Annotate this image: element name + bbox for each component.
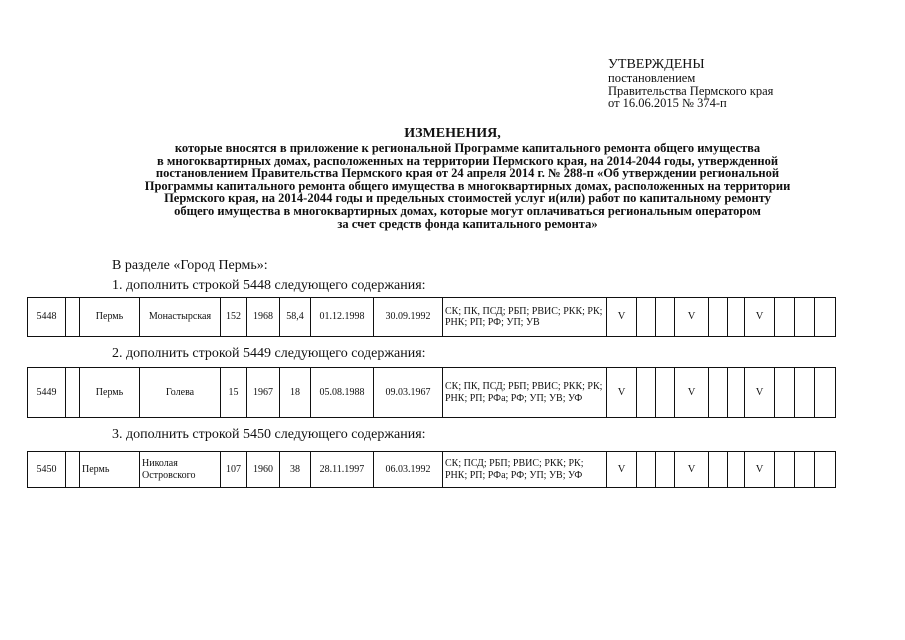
document-title: ИЗМЕНЕНИЯ, [404, 126, 501, 141]
subtitle-line: за счет средств фонда капитального ремонта» [337, 216, 598, 231]
cell-date-1: 01.12.1998 [311, 298, 374, 337]
cell-mark [795, 368, 815, 418]
cell-works-list: СК; ПК, ПСД; РБП; РВИС; РКК; РК; РНК; РП; РФа; РФ; УП; УВ; УФ [443, 368, 607, 418]
approval-date-line: от 16.06.2015 № 374-п [608, 96, 727, 110]
cell-wear: 18 [280, 368, 311, 418]
program-row-table [27, 367, 836, 418]
approval-block [608, 58, 773, 110]
cell-house-number: 107 [221, 452, 247, 488]
cell-city: Пермь [80, 452, 140, 488]
cell-mark [775, 368, 795, 418]
cell-street: Николая Островского [140, 452, 221, 488]
cell-year: 1960 [247, 452, 280, 488]
cell-mark: V [675, 368, 709, 418]
cell-mark: V [675, 298, 709, 337]
cell-date-1: 05.08.1988 [311, 368, 374, 418]
cell-wear: 38 [280, 452, 311, 488]
item-heading: 3. дополнить строкой 5450 следующего содержания: [112, 427, 426, 442]
cell-mark [795, 452, 815, 488]
cell-mark [709, 298, 728, 337]
cell-mark: V [607, 298, 637, 337]
cell-empty [66, 452, 80, 488]
cell-row-number: 5450 [28, 452, 66, 488]
cell-mark [656, 298, 675, 337]
cell-empty [66, 368, 80, 418]
cell-mark: V [745, 452, 775, 488]
program-row-table [27, 297, 836, 337]
document-subtitle [60, 142, 875, 230]
subtitle-line: которые вносятся в приложение к региональной Программе капитального ремонта общего имущества [174, 141, 761, 155]
approval-line: Правительства Пермского края [608, 83, 774, 98]
cell-city: Пермь [80, 298, 140, 337]
subtitle-line: в многоквартирных домах, расположенных на территории Пермского края, на 2014-2044 годы, утвержденной [156, 153, 779, 168]
cell-mark [709, 368, 728, 418]
cell-wear: 58,4 [280, 298, 311, 337]
cell-house-number: 15 [221, 368, 247, 418]
cell-mark: V [607, 452, 637, 488]
section-heading: В разделе «Город Пермь»: [112, 258, 268, 273]
cell-mark [815, 298, 836, 337]
approval-heading: УТВЕРЖДЕНЫ [608, 57, 705, 72]
cell-mark [728, 298, 745, 337]
cell-date-1: 28.11.1997 [311, 452, 374, 488]
cell-works-list: СК; ПК, ПСД; РБП; РВИС; РКК; РК; РНК; РП; РФ; УП; УВ [443, 298, 607, 337]
cell-mark [728, 368, 745, 418]
cell-mark [815, 452, 836, 488]
item-heading: 2. дополнить строкой 5449 следующего содержания: [112, 346, 426, 361]
subtitle-line: общего имущества в многоквартирных домах, которые могут оплачиваться региональным оператором [174, 203, 761, 218]
cell-mark [637, 368, 656, 418]
cell-mark [815, 368, 836, 418]
cell-house-number: 152 [221, 298, 247, 337]
cell-row-number: 5448 [28, 298, 66, 337]
cell-mark: V [745, 368, 775, 418]
cell-empty [66, 298, 80, 337]
cell-date-2: 09.03.1967 [374, 368, 443, 418]
cell-mark: V [745, 298, 775, 337]
cell-mark [637, 298, 656, 337]
cell-mark [656, 452, 675, 488]
cell-date-2: 06.03.1992 [374, 452, 443, 488]
cell-year: 1967 [247, 368, 280, 418]
cell-mark: V [607, 368, 637, 418]
cell-mark [775, 298, 795, 337]
item-heading: 1. дополнить строкой 5448 следующего содержания: [112, 278, 426, 293]
cell-mark [795, 298, 815, 337]
cell-mark [656, 368, 675, 418]
cell-mark: V [675, 452, 709, 488]
cell-street: Монастырская [140, 298, 221, 337]
cell-mark [637, 452, 656, 488]
approval-line: постановлением [608, 71, 696, 85]
cell-mark [775, 452, 795, 488]
subtitle-line: Пермского края, на 2014-2044 годы и предельных стоимостей услуг и(или) работ по капитальному ремонту [164, 191, 771, 206]
cell-city: Пермь [80, 368, 140, 418]
program-row-table [27, 451, 836, 488]
cell-works-list: СК; ПСД; РБП; РВИС; РКК; РК; РНК; РП; РФа; РФ; УП; УВ; УФ [443, 452, 607, 488]
cell-date-2: 30.09.1992 [374, 298, 443, 337]
subtitle-line: постановлением Правительства Пермского края от 24 апреля 2014 г. № 288-п «Об утверждении региональной [155, 166, 780, 181]
cell-mark [728, 452, 745, 488]
cell-mark [709, 452, 728, 488]
cell-year: 1968 [247, 298, 280, 337]
cell-street: Голева [140, 368, 221, 418]
subtitle-line: Программы капитального ремонта общего имущества в многоквартирных домах, расположенных на территории [144, 178, 791, 193]
cell-row-number: 5449 [28, 368, 66, 418]
